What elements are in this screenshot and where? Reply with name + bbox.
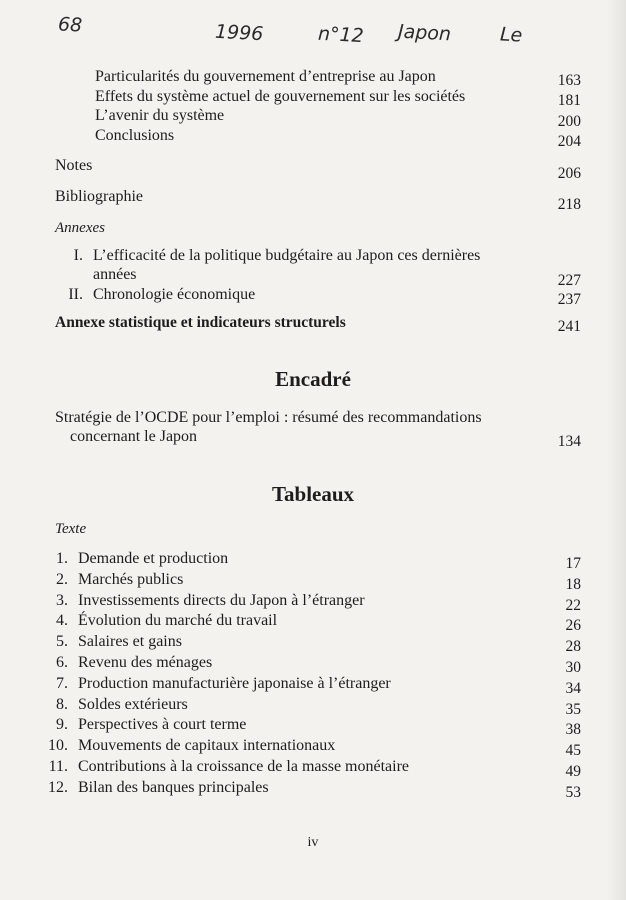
notes-page: 206 [557, 165, 581, 182]
tableau-label: Marchés publics [78, 571, 184, 588]
tableau-num: 11. [48, 758, 68, 775]
tableau-num: 10. [48, 737, 68, 754]
tableau-page: 28 [565, 638, 581, 655]
tableau-num: 4. [56, 612, 68, 629]
tableau-label: Mouvements de capitaux internationaux [78, 737, 336, 754]
page-number: iv [307, 835, 319, 850]
annexe-page: 227 [557, 272, 581, 289]
tableau-row [40, 779, 269, 797]
toc-item-page: 200 [557, 113, 581, 130]
tableau-num: 8. [56, 696, 68, 713]
tableau-num: 5. [56, 633, 68, 650]
handwritten-page-ref: 68 [57, 13, 83, 37]
tableau-label: Bilan des banques principales [78, 779, 269, 796]
handwritten-year: 1996 [214, 20, 264, 46]
annexe-item [55, 286, 255, 304]
bibliographie-label: Bibliographie [55, 188, 143, 205]
annexe-label: L’efficacité de la politique budgétaire au Japon ces dernières [93, 247, 481, 264]
tableau-page: 38 [565, 721, 581, 738]
tableau-label: Salaires et gains [78, 633, 182, 650]
tableau-page: 17 [565, 555, 581, 572]
tableau-page: 22 [565, 597, 581, 614]
handwritten-country: Japon [397, 20, 452, 46]
tableau-num: 6. [56, 654, 68, 671]
tableau-page: 34 [565, 680, 581, 697]
tableau-page: 18 [565, 576, 581, 593]
tableau-row [40, 612, 277, 630]
toc-item-label: Conclusions [95, 127, 175, 144]
toc-item-page: 181 [557, 92, 581, 109]
tableau-label: Revenu des ménages [78, 654, 213, 671]
toc-item-page: 204 [557, 133, 581, 150]
tableau-row [40, 737, 335, 755]
tableau-row [40, 716, 246, 734]
tableau-page: 45 [565, 742, 581, 759]
page-edge-shadow [606, 0, 626, 900]
tableau-label: Demande et production [78, 550, 229, 567]
tableau-label: Perspectives à court terme [78, 716, 247, 733]
tableau-row [40, 696, 188, 714]
tableau-num: 3. [56, 592, 68, 609]
tableau-label: Production manufacturière japonaise à l’étranger [78, 675, 391, 692]
annexe-num: I. [73, 247, 83, 264]
tableau-page: 26 [565, 617, 581, 634]
annexe-label-cont: années [93, 266, 137, 283]
tableau-row [40, 571, 183, 589]
tableaux-subheading: Texte [55, 521, 87, 537]
annexe-stat-page: 241 [557, 318, 581, 335]
tableau-page: 35 [565, 701, 581, 718]
encadre-line2: concernant le Japon [70, 428, 198, 445]
tableau-row [40, 654, 212, 672]
handwritten-number: n°12 [317, 22, 365, 48]
tableau-page: 53 [565, 784, 581, 801]
annexes-title: Annexes [55, 220, 105, 236]
annexe-item [55, 247, 480, 265]
tableau-row [40, 592, 365, 610]
encadre-page: 134 [557, 433, 581, 450]
toc-item-label: L’avenir du système [95, 107, 225, 124]
tableau-num: 7. [56, 675, 68, 692]
tableau-page: 49 [565, 763, 581, 780]
tableau-label: Évolution du marché du travail [78, 612, 278, 629]
tableau-label: Investissements directs du Japon à l’étranger [78, 592, 365, 609]
toc-item-label: Particularités du gouvernement d’entreprise au Japon [95, 68, 436, 85]
toc-item-page: 163 [557, 72, 581, 89]
tableau-row [40, 550, 228, 568]
bibliographie-page: 218 [557, 196, 581, 213]
tableau-row [40, 675, 391, 693]
tableaux-heading: Tableaux [271, 482, 355, 506]
tableau-num: 1. [56, 550, 68, 567]
annexe-stat-label: Annexe statistique et indicateurs structurels [55, 314, 346, 331]
tableau-num: 2. [56, 571, 68, 588]
encadre-heading: Encadré [275, 367, 351, 391]
tableau-page: 30 [565, 659, 581, 676]
tableau-row [40, 758, 409, 776]
annexe-num: II. [68, 286, 83, 303]
notes-label: Notes [55, 157, 93, 174]
tableau-label: Soldes extérieurs [78, 696, 188, 713]
toc-item-label: Effets du système actuel de gouvernement sur les sociétés [95, 88, 466, 105]
tableau-num: 9. [56, 716, 68, 733]
tableau-row [40, 633, 182, 651]
annexe-page: 237 [557, 291, 581, 308]
annexe-label: Chronologie économique [93, 286, 256, 303]
handwritten-initials: Le [499, 23, 523, 47]
tableau-label: Contributions à la croissance de la masse monétaire [78, 758, 410, 775]
tableau-num: 12. [48, 779, 68, 796]
encadre-line1: Stratégie de l’OCDE pour l’emploi : résumé des recommandations [55, 409, 482, 426]
